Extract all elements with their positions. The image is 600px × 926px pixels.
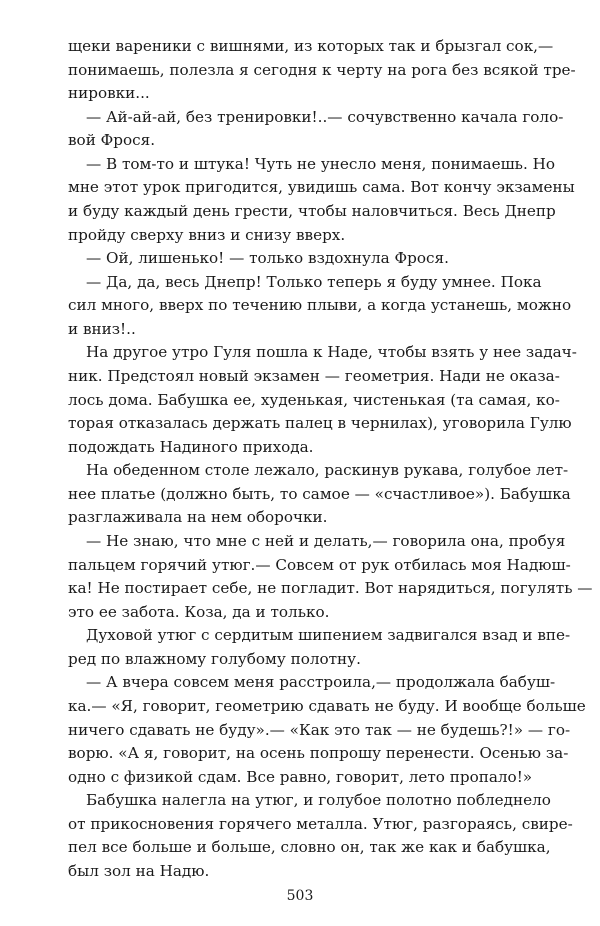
text-line: пел все больше и больше, словно он, так же как и бабушка,: [68, 838, 551, 857]
text-line: ка.— «Я, говорит, геометрию сдавать не буду. И вообще больше: [68, 697, 586, 715]
text-line: понимаешь, полезла я сегодня к черту на рога без всякой тре-: [68, 60, 576, 79]
text-line: торая отказалась держать палец в чернилах), уговорила Гулю: [68, 414, 572, 433]
text-line: На обеденном столе лежало, раскинув рукава, голубое лет-: [86, 461, 569, 480]
text-line: это ее забота. Коза, да и только.: [68, 602, 330, 621]
text-line: подождать Надиного прихода.: [68, 437, 314, 456]
text-line: нее платье (должно быть, то самое — «счастливое»). Бабушка: [68, 484, 571, 503]
text-line: мне этот урок пригодится, увидишь сама. Вот кончу экзамены: [68, 178, 575, 197]
text-line: вой Фрося.: [68, 131, 156, 150]
text-line: Духовой утюг с сердитым шипением задвигался взад и впе-: [86, 626, 571, 645]
text-line: ред по влажному голубому полотну.: [68, 649, 361, 668]
text-line: ворю. «А я, говорит, на осень попрошу перенести. Осенью за-: [68, 744, 569, 763]
text-line: сил много, вверх по течению плыви, а когда устанешь, можно: [68, 296, 572, 315]
text-line: — Да, да, весь Днепр! Только теперь я буду умнее. Пока: [86, 272, 542, 291]
text-line: — Ай-ай-ай, без тренировки!..— сочувственно качала голо-: [86, 107, 564, 126]
text-line: пальцем горячий утюг.— Совсем от рук отбилась моя Надюш-: [68, 555, 571, 574]
page-number: 503: [286, 888, 314, 904]
text-line: разглаживала на нем оборочки.: [68, 508, 328, 527]
text-line: ник. Предстоял новый экзамен — геометрия. Нади не оказа-: [68, 367, 560, 385]
text-line: — В том-то и штука! Чуть не унесло меня, понимаешь. Но: [86, 154, 555, 173]
text-line: На другое утро Гуля пошла к Наде, чтобы взять у нее задач-: [86, 343, 577, 362]
text-line: пройду сверху вниз и снизу вверх.: [68, 225, 346, 244]
text-line: одно с физикой сдам. Все равно, говорит, лето пропало!»: [68, 767, 533, 786]
text-line: и буду каждый день грести, чтобы наловчиться. Весь Днепр: [68, 202, 556, 220]
text-line: щеки вареники с вишнями, из которых так и брызгал сок,—: [68, 37, 554, 55]
text-line: был зол на Надю.: [68, 862, 210, 880]
text-line: от прикосновения горячего металла. Утюг, разгораясь, свире-: [68, 814, 573, 833]
text-line: — А вчера совсем меня расстроила,— продолжала бабуш-: [86, 673, 556, 692]
text-line: и вниз!..: [68, 319, 136, 338]
text-line: — Не знаю, что мне с ней и делать,— говорила она, пробуя: [86, 532, 566, 550]
text-line: Бабушка налегла на утюг, и голубое полотно побледнело: [86, 791, 551, 810]
text-line: ка! Не постирает себе, не погладит. Вот нарядиться, погулять —: [68, 579, 593, 598]
text-line: лось дома. Бабушка ее, худенькая, чистенькая (та самая, ко-: [68, 390, 560, 409]
text-line: ничего сдавать не буду».— «Как это так — не будешь?!» — го-: [68, 720, 571, 739]
text-line: нировки...: [68, 84, 150, 103]
text-line: — Ой, лишенько! — только вздохнула Фрося.: [86, 249, 449, 268]
